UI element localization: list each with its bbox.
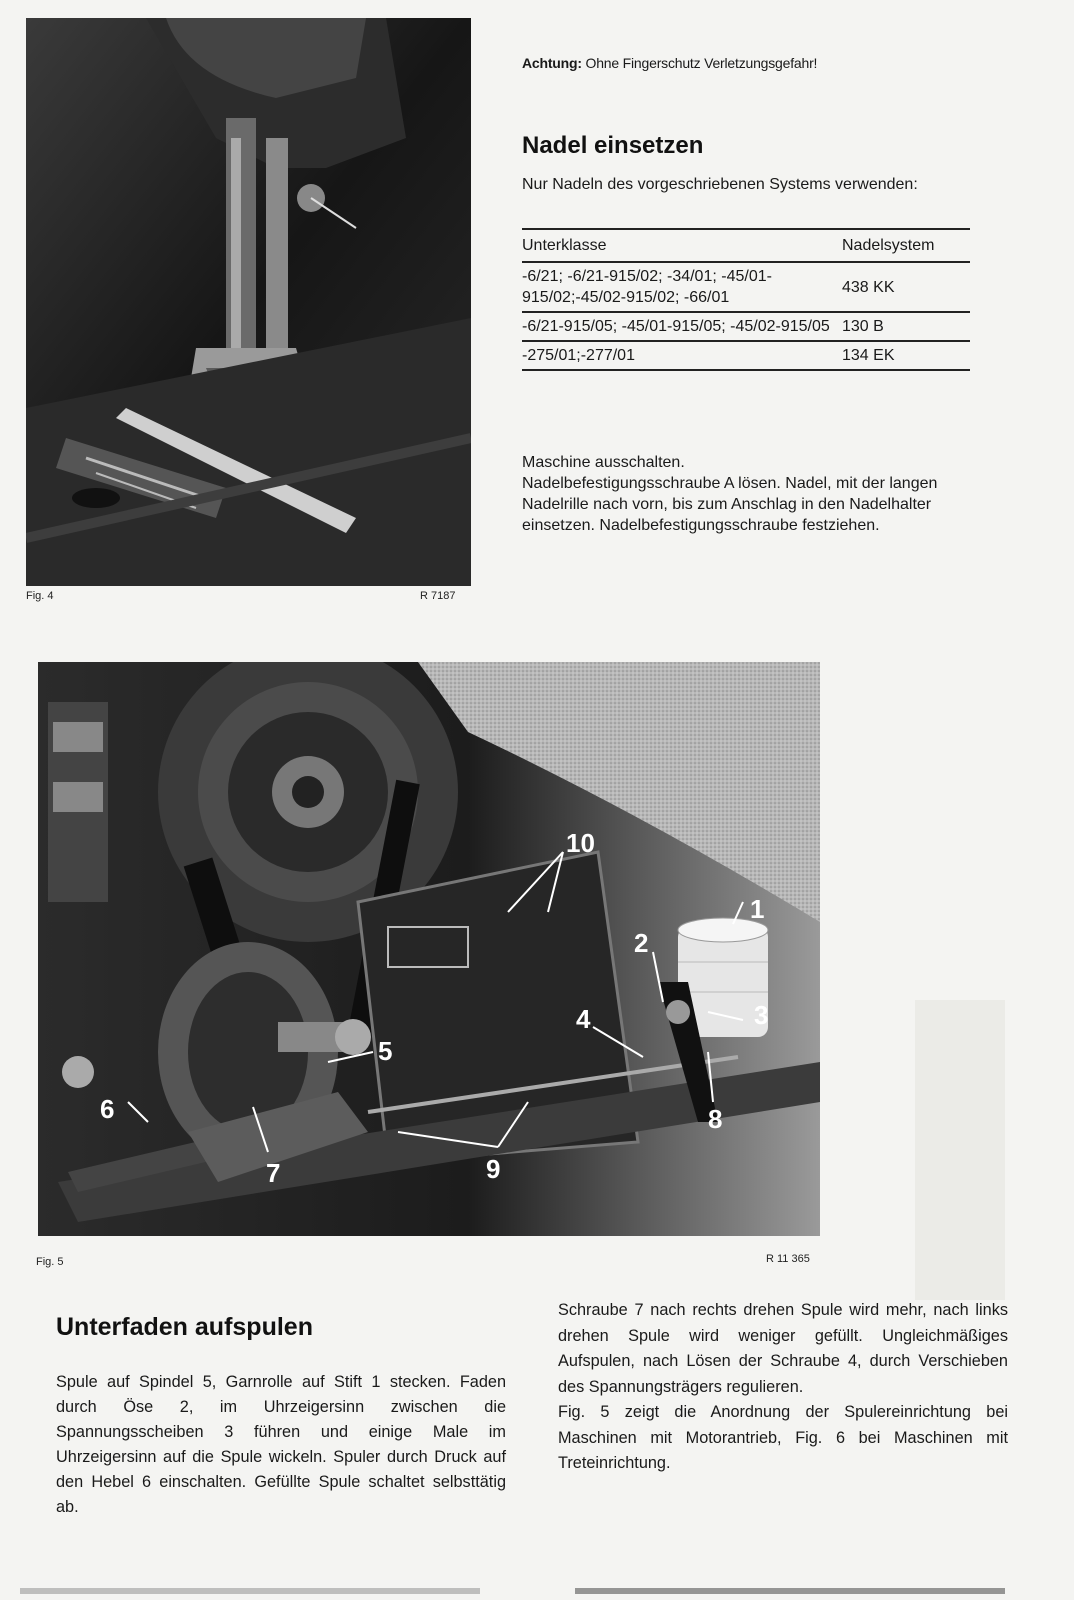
table-cell-unterklasse: -6/21; -6/21-915/02; -34/01; -45/01-915/02;-45/02-915/02; -66/01 <box>522 268 772 306</box>
callout-9: 9 <box>486 1154 501 1184</box>
spulen-paragraph: Fig. 5 zeigt die Anordnung der Spulereinrichtung bei Maschinen mit Motorantrieb, Fig. 6 bei Maschinen mit Treteinrichtung. <box>558 1403 1008 1472</box>
header-nadelsystem: Nadelsystem <box>842 237 935 254</box>
table-row <box>522 262 970 312</box>
table-cell-unterklasse: -6/21-915/05; -45/01-915/05; -45/02-915/05 <box>522 318 830 335</box>
table-row <box>522 312 970 341</box>
callout-6: 6 <box>100 1094 115 1124</box>
bleed-through-mark <box>915 1000 1005 1300</box>
callout-2: 2 <box>634 928 649 958</box>
nadel-intro-text: Nur Nadeln des vorgeschriebenen Systems verwenden: <box>522 176 918 193</box>
header-unterklasse: Unterklasse <box>522 237 607 254</box>
table-header-row <box>522 229 970 262</box>
callout-4: 4 <box>576 1004 591 1034</box>
warning-line <box>522 55 817 71</box>
callout-1: 1 <box>750 894 765 924</box>
needle-system-table <box>522 228 970 371</box>
callout-10: 10 <box>566 828 595 858</box>
table-cell-nadelsystem: 438 KK <box>842 278 895 296</box>
bottom-edge-mark <box>20 1588 480 1594</box>
nadel-einsetzen-heading: Nadel einsetzen <box>522 132 704 159</box>
fig4-photo <box>26 18 471 586</box>
nadel-instructions <box>522 452 972 536</box>
warning-text: Ohne Fingerschutz Verletzungsgefahr! <box>585 55 818 71</box>
spulen-paragraph: Schraube 7 nach rechts drehen Spule wird mehr, nach links drehen Spule wird weniger gefüllt. Ungleichmäßiges Aufspulen, nach Lösen der Schraube 4, durch Verschieben des Spannungsträgers regulieren. <box>558 1301 1008 1396</box>
callout-3: 3 <box>754 1000 769 1030</box>
fig5-photo <box>38 662 820 1236</box>
table-cell-unterklasse: -275/01;-277/01 <box>522 347 635 364</box>
unterfaden-aufspulen-heading: Unterfaden aufspulen <box>56 1313 313 1341</box>
callout-7: 7 <box>266 1158 281 1188</box>
warning-prefix: Achtung: <box>522 55 582 71</box>
sewing-machine-presser-foot-image <box>26 18 471 586</box>
nadel-instruction-line: Nadelbefestigungsschraube A lösen. Nadel, mit der langen Nadelrille nach vorn, bis zum Anschlag in den Nadelhalter einsetzen. Nadelbefestigungsschraube festziehen. <box>522 475 938 534</box>
spulen-adjustment-text <box>558 1298 1008 1477</box>
table-row <box>522 341 970 370</box>
nadel-instruction-line: Maschine ausschalten. <box>522 454 685 471</box>
callout-8: 8 <box>708 1104 723 1134</box>
fig5-ref: R 11 365 <box>766 1253 810 1265</box>
table-cell-nadelsystem: 134 EK <box>842 347 895 364</box>
callout-5: 5 <box>378 1036 393 1066</box>
fig4-ref: R 7187 <box>420 590 456 602</box>
fig4-label: Fig. 4 <box>26 590 54 602</box>
bobbin-winder-image <box>38 662 820 1236</box>
spulen-instructions: Spule auf Spindel 5, Garnrolle auf Stift 1 stecken. Faden durch Öse 2, im Uhrzeigersinn zwischen die Spannungsscheiben 3 führen und einige Male im Uhrzeigersinn auf die Spule wickeln. Spuler durch Druck auf den Hebel 6 einschalten. Gefüllte Spule schaltet selbsttätig ab. <box>56 1373 506 1516</box>
bottom-edge-mark <box>575 1588 1005 1594</box>
fig5-label: Fig. 5 <box>36 1256 64 1268</box>
table-cell-nadelsystem: 130 B <box>842 318 884 335</box>
